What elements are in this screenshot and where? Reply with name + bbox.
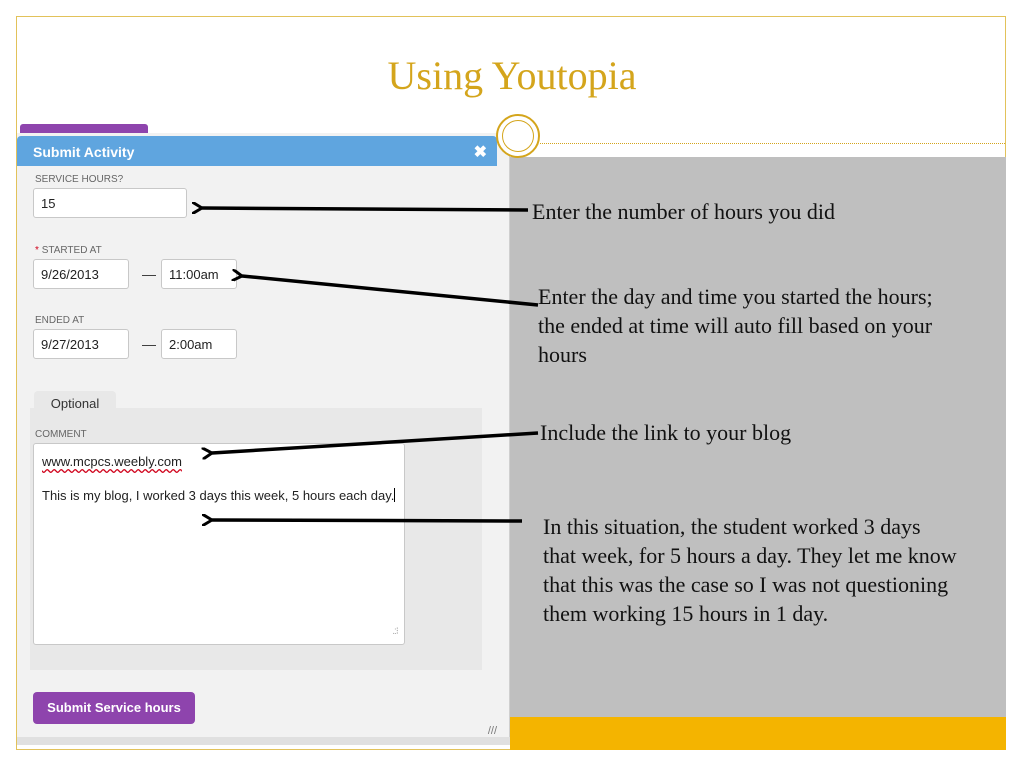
slide-title: Using Youtopia: [387, 53, 637, 98]
started-at-label: [35, 245, 102, 256]
service-hours-label: SERVICE HOURS?: [35, 174, 124, 185]
started-at-label-text: STARTED AT: [41, 245, 102, 256]
ended-separator: —: [142, 336, 156, 352]
title-divider: [540, 143, 1005, 144]
tab-optional[interactable]: Optional: [34, 391, 116, 417]
ended-at-label: ENDED AT: [35, 315, 85, 326]
note-situation: In this situation, the student worked 3 days that week, for 5 hours a day. They let me know that this was the case so I was not questioning them working 15 hours in 1 day.: [543, 514, 957, 626]
ended-date-input[interactable]: 9/27/2013: [33, 329, 129, 359]
note-start-time: Enter the day and time you started the hours; the ended at time will auto fill based on your hours: [538, 284, 933, 367]
service-hours-input[interactable]: 15: [33, 188, 187, 218]
dialog-resize-icon[interactable]: ///: [487, 725, 497, 737]
textarea-resize-icon[interactable]: .:⁝: [392, 626, 398, 637]
submit-activity-dialog: [17, 133, 510, 743]
comment-text-line: [42, 487, 404, 504]
started-separator: —: [142, 266, 156, 282]
comment-text: This is my blog, I worked 3 days this week, 5 hours each day.: [42, 488, 395, 503]
note-blog-link: Include the link to your blog: [540, 420, 792, 445]
comment-textarea[interactable]: [33, 443, 405, 645]
comment-link-line: [42, 453, 404, 470]
close-icon[interactable]: ✖: [473, 144, 487, 161]
footer-band: [510, 717, 1006, 750]
required-marker: *: [35, 245, 39, 256]
title-ornament-icon: [496, 114, 540, 158]
started-time-input[interactable]: 11:00am: [161, 259, 237, 289]
text-caret: [394, 488, 395, 502]
note-hours: Enter the number of hours you did: [532, 199, 836, 224]
comment-link: www.mcpcs.weebly.com: [42, 454, 182, 469]
started-date-input[interactable]: 9/26/2013: [33, 259, 129, 289]
submit-service-hours-button[interactable]: Submit Service hours: [33, 692, 195, 724]
dialog-bottom-edge: [17, 737, 510, 745]
dialog-title: Submit Activity: [33, 144, 135, 160]
dialog-header: [17, 136, 497, 166]
comment-label: COMMENT: [35, 429, 87, 440]
ended-time-input[interactable]: 2:00am: [161, 329, 237, 359]
